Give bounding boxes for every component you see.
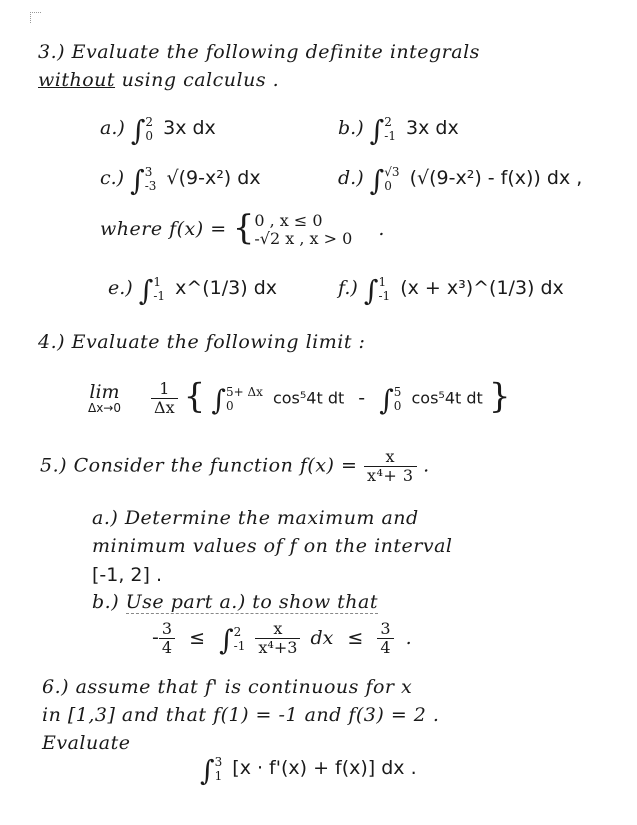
problem-5b-line1 xyxy=(92,590,378,614)
left-brace: { xyxy=(183,376,206,417)
frac-denominator: Δx xyxy=(154,398,175,417)
problem-5b-label: b.) xyxy=(92,591,120,613)
problem-5a-line3: [-1, 2] . xyxy=(92,564,163,586)
problem-5a-text: Determine the maximum and xyxy=(124,507,419,529)
lower-limit: 0 xyxy=(384,179,392,193)
upper-limit: 3 xyxy=(214,755,223,769)
leq-sign: ≤ xyxy=(347,626,364,649)
integrand: √(9-x²) dx xyxy=(166,167,261,189)
problem-3e xyxy=(108,274,278,307)
lim-label: lim xyxy=(89,380,120,403)
frac-numerator: x xyxy=(364,448,417,467)
integral-sign: ∫ xyxy=(219,623,234,657)
problem-3d xyxy=(338,164,583,197)
frac-denominator: x⁴+ 3 xyxy=(366,466,414,485)
left-bound xyxy=(159,620,175,657)
problem-3-instruction-rest: using calculus . xyxy=(121,69,280,91)
upper-limit: 5+ Δx xyxy=(225,384,263,399)
problem-3f-label: f.) xyxy=(338,277,358,299)
minus-sign: - xyxy=(152,626,159,649)
one-over-dx xyxy=(151,380,178,417)
problem-3c-label: c.) xyxy=(100,167,125,189)
upper-limit: 3 xyxy=(144,165,153,179)
upper-limit: 1 xyxy=(153,275,161,289)
upper-limit: 2 xyxy=(145,115,154,129)
piecewise-definition xyxy=(100,208,385,248)
problem-4-limit xyxy=(88,376,511,417)
integrand: cos⁵4t dt xyxy=(411,388,483,408)
problem-3d-label: d.) xyxy=(338,167,364,189)
problem-5b-inequality xyxy=(152,620,412,657)
upper-limit: 1 xyxy=(378,275,387,289)
problem-6-integral xyxy=(200,754,417,787)
integrand: (√(9-x²) - f(x)) dx , xyxy=(409,167,583,189)
left-brace: { xyxy=(232,208,255,248)
period: . xyxy=(423,454,430,477)
problem-3e-label: e.) xyxy=(108,277,133,299)
problem-5a-line2: minimum values of f on the interval xyxy=(92,535,453,557)
function-fraction xyxy=(364,448,417,485)
lower-limit: 0 xyxy=(225,398,234,413)
lower-limit: -1 xyxy=(384,129,396,143)
without-underlined: without xyxy=(38,69,116,91)
period: . xyxy=(378,218,385,240)
problem-3b xyxy=(338,114,459,147)
lower-limit: -1 xyxy=(233,638,246,653)
problem-3c xyxy=(100,164,261,197)
lower-limit: -3 xyxy=(144,179,157,193)
integral-sign: ∫ xyxy=(369,164,385,197)
leq-sign: ≤ xyxy=(189,626,206,649)
problem-5a-label: a.) xyxy=(92,507,119,529)
problem-4-instruction: Evaluate the following limit : xyxy=(71,331,366,353)
piece-2: -√2 x , x > 0 xyxy=(254,229,353,248)
problem-4-heading xyxy=(38,330,365,354)
right-bound xyxy=(377,620,393,657)
frac-numerator: 3 xyxy=(159,620,175,639)
lower-limit: 0 xyxy=(393,398,402,413)
upper-limit: √3 xyxy=(384,165,400,179)
integrand: 3x dx xyxy=(406,117,459,139)
problem-4-number: 4.) xyxy=(38,331,66,353)
problem-5-instruction: Consider the function f(x) = xyxy=(73,454,358,477)
problem-6-number: 6.) xyxy=(42,676,70,698)
problem-6-text: assume that f' is continuous for x xyxy=(75,676,413,698)
lower-limit: 1 xyxy=(214,769,223,783)
integrand: x^(1/3) dx xyxy=(175,277,278,299)
integral-sign: ∫ xyxy=(200,754,215,787)
piece-1: 0 , x ≤ 0 xyxy=(254,211,323,230)
problem-5-heading xyxy=(40,448,430,485)
upper-limit: 5 xyxy=(393,384,402,399)
problem-3-heading xyxy=(38,40,480,64)
problem-6-line2: in [1,3] and that f(1) = -1 and f(3) = 2 . xyxy=(42,704,440,726)
minus-sign: - xyxy=(358,386,366,409)
page-corner-mark xyxy=(30,12,41,23)
integral-sign: ∫ xyxy=(379,383,394,417)
problem-5-number: 5.) xyxy=(40,454,68,477)
where-label: where f(x) = xyxy=(100,218,227,240)
frac-numerator: 3 xyxy=(377,620,393,639)
lim-subscript: Δx→0 xyxy=(88,400,121,415)
integral-sign: ∫ xyxy=(363,274,379,307)
integral-sign: ∫ xyxy=(130,164,145,197)
right-brace: } xyxy=(488,376,511,417)
integral-sign: ∫ xyxy=(138,274,154,307)
integral-sign: ∫ xyxy=(130,114,146,147)
integrand-fraction xyxy=(255,620,300,657)
problem-3-number: 3.) xyxy=(38,41,66,63)
integral-sign: ∫ xyxy=(369,114,385,147)
frac-denominator: x⁴+3 xyxy=(258,638,298,657)
lower-limit: -1 xyxy=(153,289,166,303)
problem-3-instruction-line2 xyxy=(38,68,279,92)
frac-denominator: 4 xyxy=(161,638,173,657)
frac-numerator: 1 xyxy=(151,380,178,399)
problem-5a-line1 xyxy=(92,506,419,530)
integrand: 3x dx xyxy=(163,117,216,139)
integrand: (x + x³)^(1/3) dx xyxy=(400,277,564,299)
integrand: [x · f'(x) + f(x)] dx . xyxy=(232,757,417,779)
problem-3f xyxy=(338,274,564,307)
frac-numerator: x xyxy=(255,620,300,639)
lower-limit: 0 xyxy=(145,129,154,143)
problem-3b-label: b.) xyxy=(338,117,364,139)
period: . xyxy=(405,626,412,649)
problem-3a xyxy=(100,114,216,147)
lower-limit: -1 xyxy=(378,289,391,303)
problem-5b-text: Use part a.) to show that xyxy=(125,591,378,613)
dx: dx xyxy=(310,626,334,649)
upper-limit: 2 xyxy=(233,624,242,639)
problem-3a-label: a.) xyxy=(100,117,125,139)
integrand: cos⁵4t dt xyxy=(272,388,345,408)
frac-denominator: 4 xyxy=(380,638,391,657)
problem-3-instruction: Evaluate the following definite integrals xyxy=(71,41,480,63)
problem-6-line1 xyxy=(42,675,412,699)
problem-6-line3: Evaluate xyxy=(42,732,131,754)
integral-sign: ∫ xyxy=(211,383,226,417)
upper-limit: 2 xyxy=(384,115,392,129)
